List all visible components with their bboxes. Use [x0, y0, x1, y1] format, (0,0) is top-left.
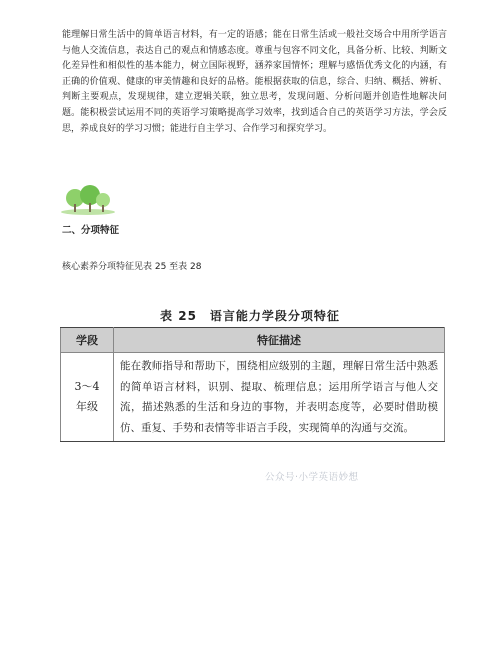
- reference-note: 核心素养分项特征见表 25 至表 28: [62, 262, 202, 272]
- feature-table: [60, 327, 445, 442]
- table-title: 表 25 语言能力学段分项特征: [160, 309, 340, 323]
- header-grade: 学段: [61, 328, 114, 353]
- section-heading: 二、分项特征: [62, 225, 120, 236]
- header-description: 特征描述: [114, 328, 445, 353]
- intro-paragraph: 能理解日常生活中的简单语言材料，有一定的语感；能在日常生活或一般社交场合中用所学语言与他人交流信息，表达自己的观点和情感态度。尊重与包容不同文化，具备分析、比较、判断文化差异性和相似性的基本能力，树立国际视野，涵养家国情怀；理解与感悟优秀文化的内涵，有正确的价值观、健康的审美情趣和良好的品格。能根据获取的信息，综合、归纳、概括、辨析、判断主要观点，发现规律，建立逻辑关联，独立思考，发现问题、分析问题并创造性地解决问题。能积极尝试运用不同的英语学习策略提高学习效率，找到适合自己的英语学习方法，学会反思，养成良好的学习习惯；能进行自主学习、合作学习和探究学习。: [62, 30, 447, 134]
- table-header-row: [61, 328, 445, 353]
- table-row: [61, 353, 445, 442]
- watermark-text: 公众号·小学英语妙想: [265, 472, 359, 483]
- grade-label: 3～4 年级: [74, 380, 100, 413]
- description-cell: 能在教师指导和帮助下，围绕相应级别的主题，理解日常生活中熟悉的简单语言材料，识别、提取、梳理信息；运用所学语言与他人交流，描述熟悉的生活和身边的事物，并表明态度等，必要时借助模仿、重复、手势和表情等非语言手段，实现简单的沟通与交流。: [114, 353, 445, 442]
- grade-cell: [61, 353, 114, 442]
- trees-decoration-icon: [60, 185, 116, 215]
